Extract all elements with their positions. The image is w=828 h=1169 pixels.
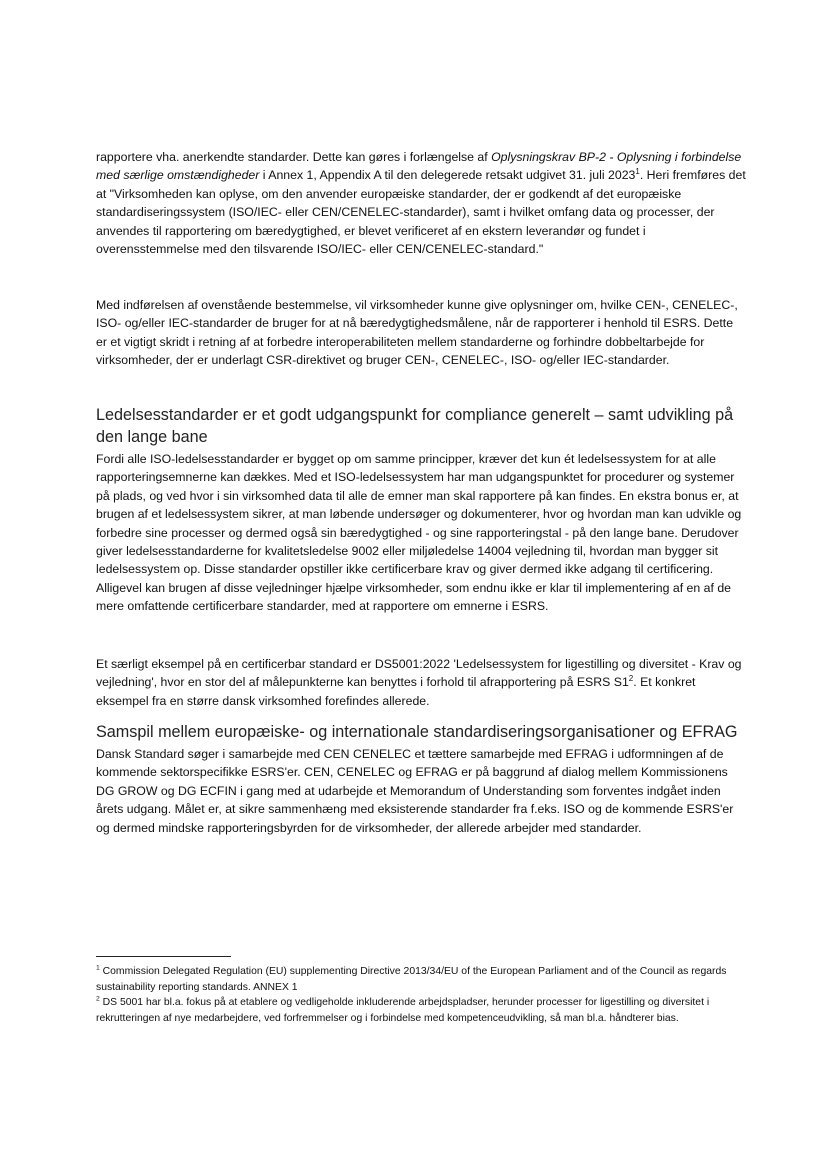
italic-reference: Oplysningskrav BP-2 - Oplysning i forbindelse med særlige omstændigheder bbox=[96, 150, 742, 183]
paragraph-text: . Heri fremføres det at "Virksomheden kan oplyse, om den anvender europæiske standarder, der er godkendt af det europæiske standardiseringssystem (ISO/IEC- eller CEN/CENELEC-standarder), samt i hvilket omfang data og processer, der anvendes til rapportering om bæredygtighed, er blevet verificeret af en ekstern leverandør og fundet i overensstemmelse med den tilsvarende ISO/IEC- eller CEN/CENELEC-standard." bbox=[96, 168, 746, 257]
paragraph-text: . Et konkret eksempel fra en større dansk virksomhed forefindes allerede. bbox=[96, 675, 696, 708]
paragraph-text: Dansk Standard søger i samarbejde med CEN CENELEC et tættere samarbejde med EFRAG i udformningen af de kommende sektorspecifikke ESRS'er. CEN, CENELEC og EFRAG er på baggrund af dialog mellem Kommissionens DG GROW og DG ECFIN i gang med at udarbejde et Memorandum of Understanding som forventes indgået inden årets udgang. Målet er, at sikre sammenhæng med eksisterende standarder fra f.eks. ISO og de kommende ESRS'er og dermed mindske rapporteringsbyrden for de virksomheder, der allerede arbejder med standarder. bbox=[96, 747, 734, 835]
footnote-text: DS 5001 har bl.a. fokus på at etablere og vedligeholde inkluderende arbejdspladser, herunder processer for ligestilling og diversitet i rekrutteringen af nye medarbejdere, ved forfremmelser og i forbindelse med kompetenceudvikling, så man bl.a. håndterer bias. bbox=[96, 997, 710, 1024]
footnote-2 bbox=[96, 995, 746, 1026]
section-heading-management-standards: Ledelsesstandarder er et godt udgangspunkt for compliance generelt – samt udvikling på den lange bane bbox=[96, 406, 734, 446]
paragraph-bp2-disclosure bbox=[96, 148, 746, 258]
paragraph-text: Med indførelsen af ovenstående bestemmelse, vil virksomheder kunne give oplysninger om, hvilke CEN-, CENELEC-, ISO- og/eller IEC-standarder de bruger for at nå bæredygtighedsmålene, når de rapporterer i henhold til ESRS. Dette er et vigtigt skridt i retning af at forbedre interoperabiliteten mellem standarderne og forhindre dobbeltarbejde for virksomheder, der er underlagt CSR-direktivet og bruger CEN-, CENELEC-, ISO- og/eller IEC-standarder. bbox=[96, 298, 738, 368]
paragraph-text: rapportere vha. anerkendte standarder. Dette kan gøres i forlængelse af bbox=[96, 150, 492, 164]
paragraph-standards-info bbox=[96, 296, 746, 370]
paragraph-text: i Annex 1, Appendix A til den delegerede retsakt udgivet 31. juli 2023 bbox=[259, 168, 636, 183]
footnote-1 bbox=[96, 964, 746, 995]
paragraph-efrag-cooperation bbox=[96, 745, 746, 837]
footnote-divider bbox=[96, 956, 231, 957]
paragraph-text: Fordi alle ISO-ledelsesstandarder er bygget op om samme principper, kræver det kun ét ledelsessystem for at alle rapporteringsemnerne kan dækkes. Med et ISO-ledelsessystem har man udgangspunktet for procedurer og systemer på plads, og ved hvor i sin virksomhed data til alle de emner man skal rapportere på kan findes. En ekstra bonus er, at brugen af et ledelsessystem sikrer, at man løbende undersøger og dokumenterer, hvor og hvordan man kan udvikle og forbedre sine processer og dermed også sin bæredygtighed - og sine rapporteringstal - på den lange bane. Derudover giver ledelsesstandarderne for kvalitetsledelse 9002 eller miljøledelse 14004 vejledning til, hvordan man bygger sit ledelsessystem op. Disse standarder opstiller ikke certificerbare krav og giver dermed ikke adgang til certificering. Alligevel kan brugen af disse vejledninger hjælpe virksomheder, som endnu ikke er klar til implementering af en af de mere omfattende certificerbare standarder, med at rapportere om emnerne i ESRS. bbox=[96, 452, 742, 614]
footnotes bbox=[96, 964, 746, 1026]
paragraph-iso-management bbox=[96, 450, 746, 616]
footnote-text: Commission Delegated Regulation (EU) supplementing Directive 2013/34/EU of the European Parliament and of the Council as regards sustainability reporting standards. ANNEX 1 bbox=[96, 966, 727, 993]
footnote-ref-2[interactable]: 2 bbox=[628, 674, 634, 684]
footnote-number: 1 bbox=[96, 964, 100, 972]
paragraph-ds5001-example bbox=[96, 655, 746, 710]
footnote-number: 2 bbox=[96, 995, 100, 1003]
paragraph-text: Et særligt eksempel på en certificerbar standard er DS5001:2022 'Ledelsessystem for ligestilling og diversitet - Krav og vejledning', hvor en stor del af målepunkterne kan benyttes i forhold til afrapportering på ESRS S1 bbox=[96, 657, 742, 690]
section-heading-cooperation: Samspil mellem europæiske- og internationale standardiseringsorganisationer og EFRAG bbox=[96, 723, 738, 741]
footnote-ref-1[interactable]: 1 bbox=[635, 167, 640, 177]
